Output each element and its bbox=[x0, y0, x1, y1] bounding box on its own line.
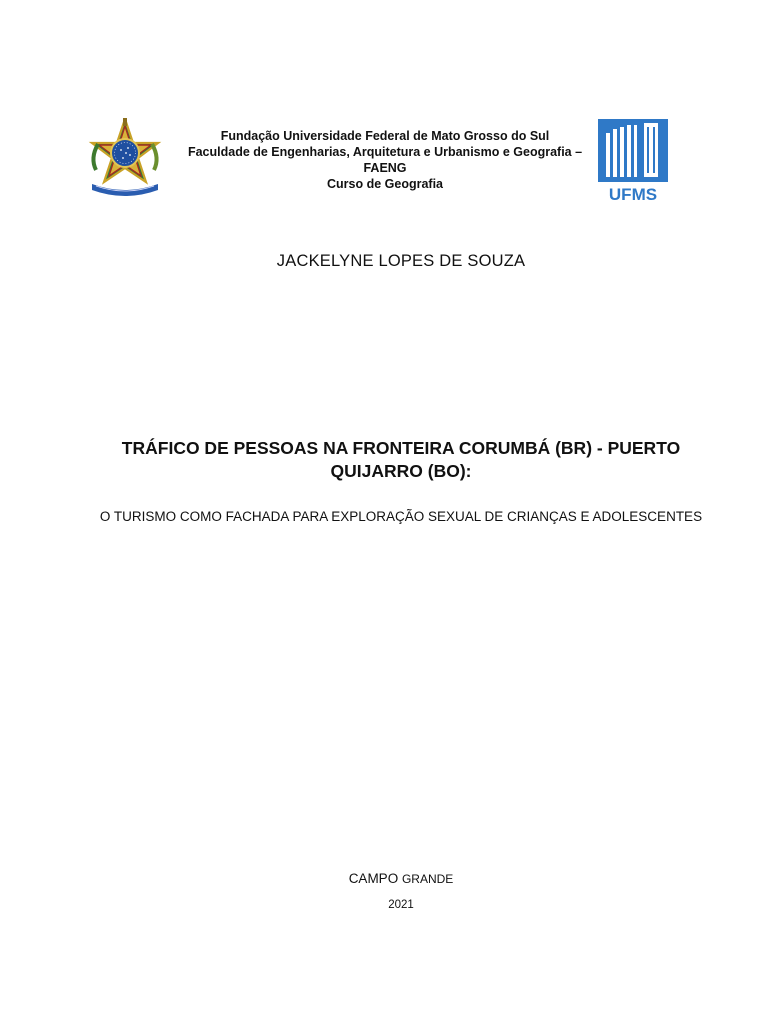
publication-year: 2021 bbox=[388, 899, 414, 911]
faculty-name: Faculdade de Engenharias, Arquitetura e Urbanismo e Geografia – bbox=[187, 145, 583, 159]
institution-name: Fundação Universidade Federal de Mato Grosso do Sul bbox=[220, 129, 550, 143]
document-subtitle: O TURISMO COMO FACHADA PARA EXPLORAÇÃO SEXUAL DE CRIANÇAS E ADOLESCENTES bbox=[99, 509, 703, 524]
ufms-logo-icon bbox=[598, 119, 668, 203]
city-part-1: CAMPO bbox=[348, 871, 399, 886]
city-location bbox=[0, 871, 768, 886]
course-name: Curso de Geografia bbox=[327, 177, 443, 191]
faculty-acronym: FAENG bbox=[363, 161, 407, 175]
city-part-2: GRANDE bbox=[401, 872, 454, 886]
ufms-logo-text: UFMS bbox=[608, 185, 658, 203]
document-title: TRÁFICO DE PESSOAS NA FRONTEIRA CORUMBÁ (BR) - PUERTO QUIJARRO (BO): bbox=[121, 438, 681, 481]
brazil-coat-of-arms-icon bbox=[86, 118, 164, 198]
institution-header bbox=[178, 128, 592, 192]
author-name: JACKELYNE LOPES DE SOUZA bbox=[276, 252, 526, 270]
